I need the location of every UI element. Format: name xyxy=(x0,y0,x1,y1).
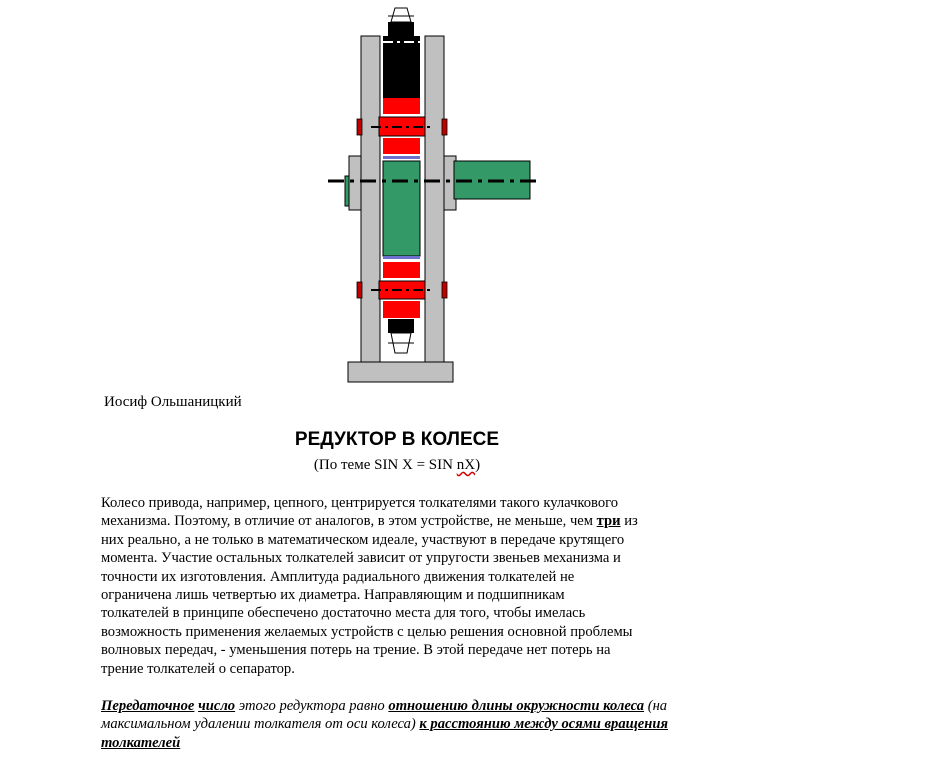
emphasized-word: три xyxy=(596,513,621,530)
body-paragraph: Колесо привода, например, цепного, центрируется толкателями такого кулачкового механизма. Поэтому, в отличие от аналогов, в этом устройстве, не меньше, чем три из них реально, а не только в математическом идеале, участвуют в передаче крутящего момента. Участие остальных толкателей зависит от упругости звеньев механизма и точности их изготовления. Амплитуда радиального движения толкателей не ограничена лишь четвертью их диаметра. Направляющим и подшипникам толкателей в принципе обеспечено достаточно места для того, чтобы имелась возможность применения желаемых устройств с целью решения основной проблемы волновых передач, - уменьшения потерь на трение. В этой передаче нет потерь на трение толкателей о сепаратор. xyxy=(101,495,638,677)
left-bearing-plate xyxy=(349,156,362,210)
bottom-red-roller-1 xyxy=(383,262,420,278)
right-side-wall xyxy=(425,36,444,362)
top-pusher-neck xyxy=(388,22,414,36)
top-red-roller-1 xyxy=(383,98,420,114)
base-plate xyxy=(348,362,453,382)
author-name: Иосиф Ольшаницкий xyxy=(104,394,242,410)
green-separator xyxy=(383,161,420,256)
top-red-roller-3 xyxy=(383,138,420,154)
document-subtitle: (По теме SIN X = SIN nX) xyxy=(313,457,481,473)
top-pusher-tip xyxy=(391,8,411,22)
bottom-red-roller-3 xyxy=(383,301,420,318)
spellcheck-underlined-word: nX xyxy=(456,457,476,473)
top-pusher-body xyxy=(383,36,420,98)
bottom-pusher-body xyxy=(388,319,414,333)
left-side-wall xyxy=(361,36,380,362)
gear-ratio-definition: Передаточное число этого редуктора равно отношению длины окружности колеса (на максимальном удалении толкателя от оси колеса) к расстоянию между осями вращения толкателей xyxy=(101,698,669,751)
document-title: РЕДУКТОР В КОЛЕСЕ xyxy=(294,429,500,450)
